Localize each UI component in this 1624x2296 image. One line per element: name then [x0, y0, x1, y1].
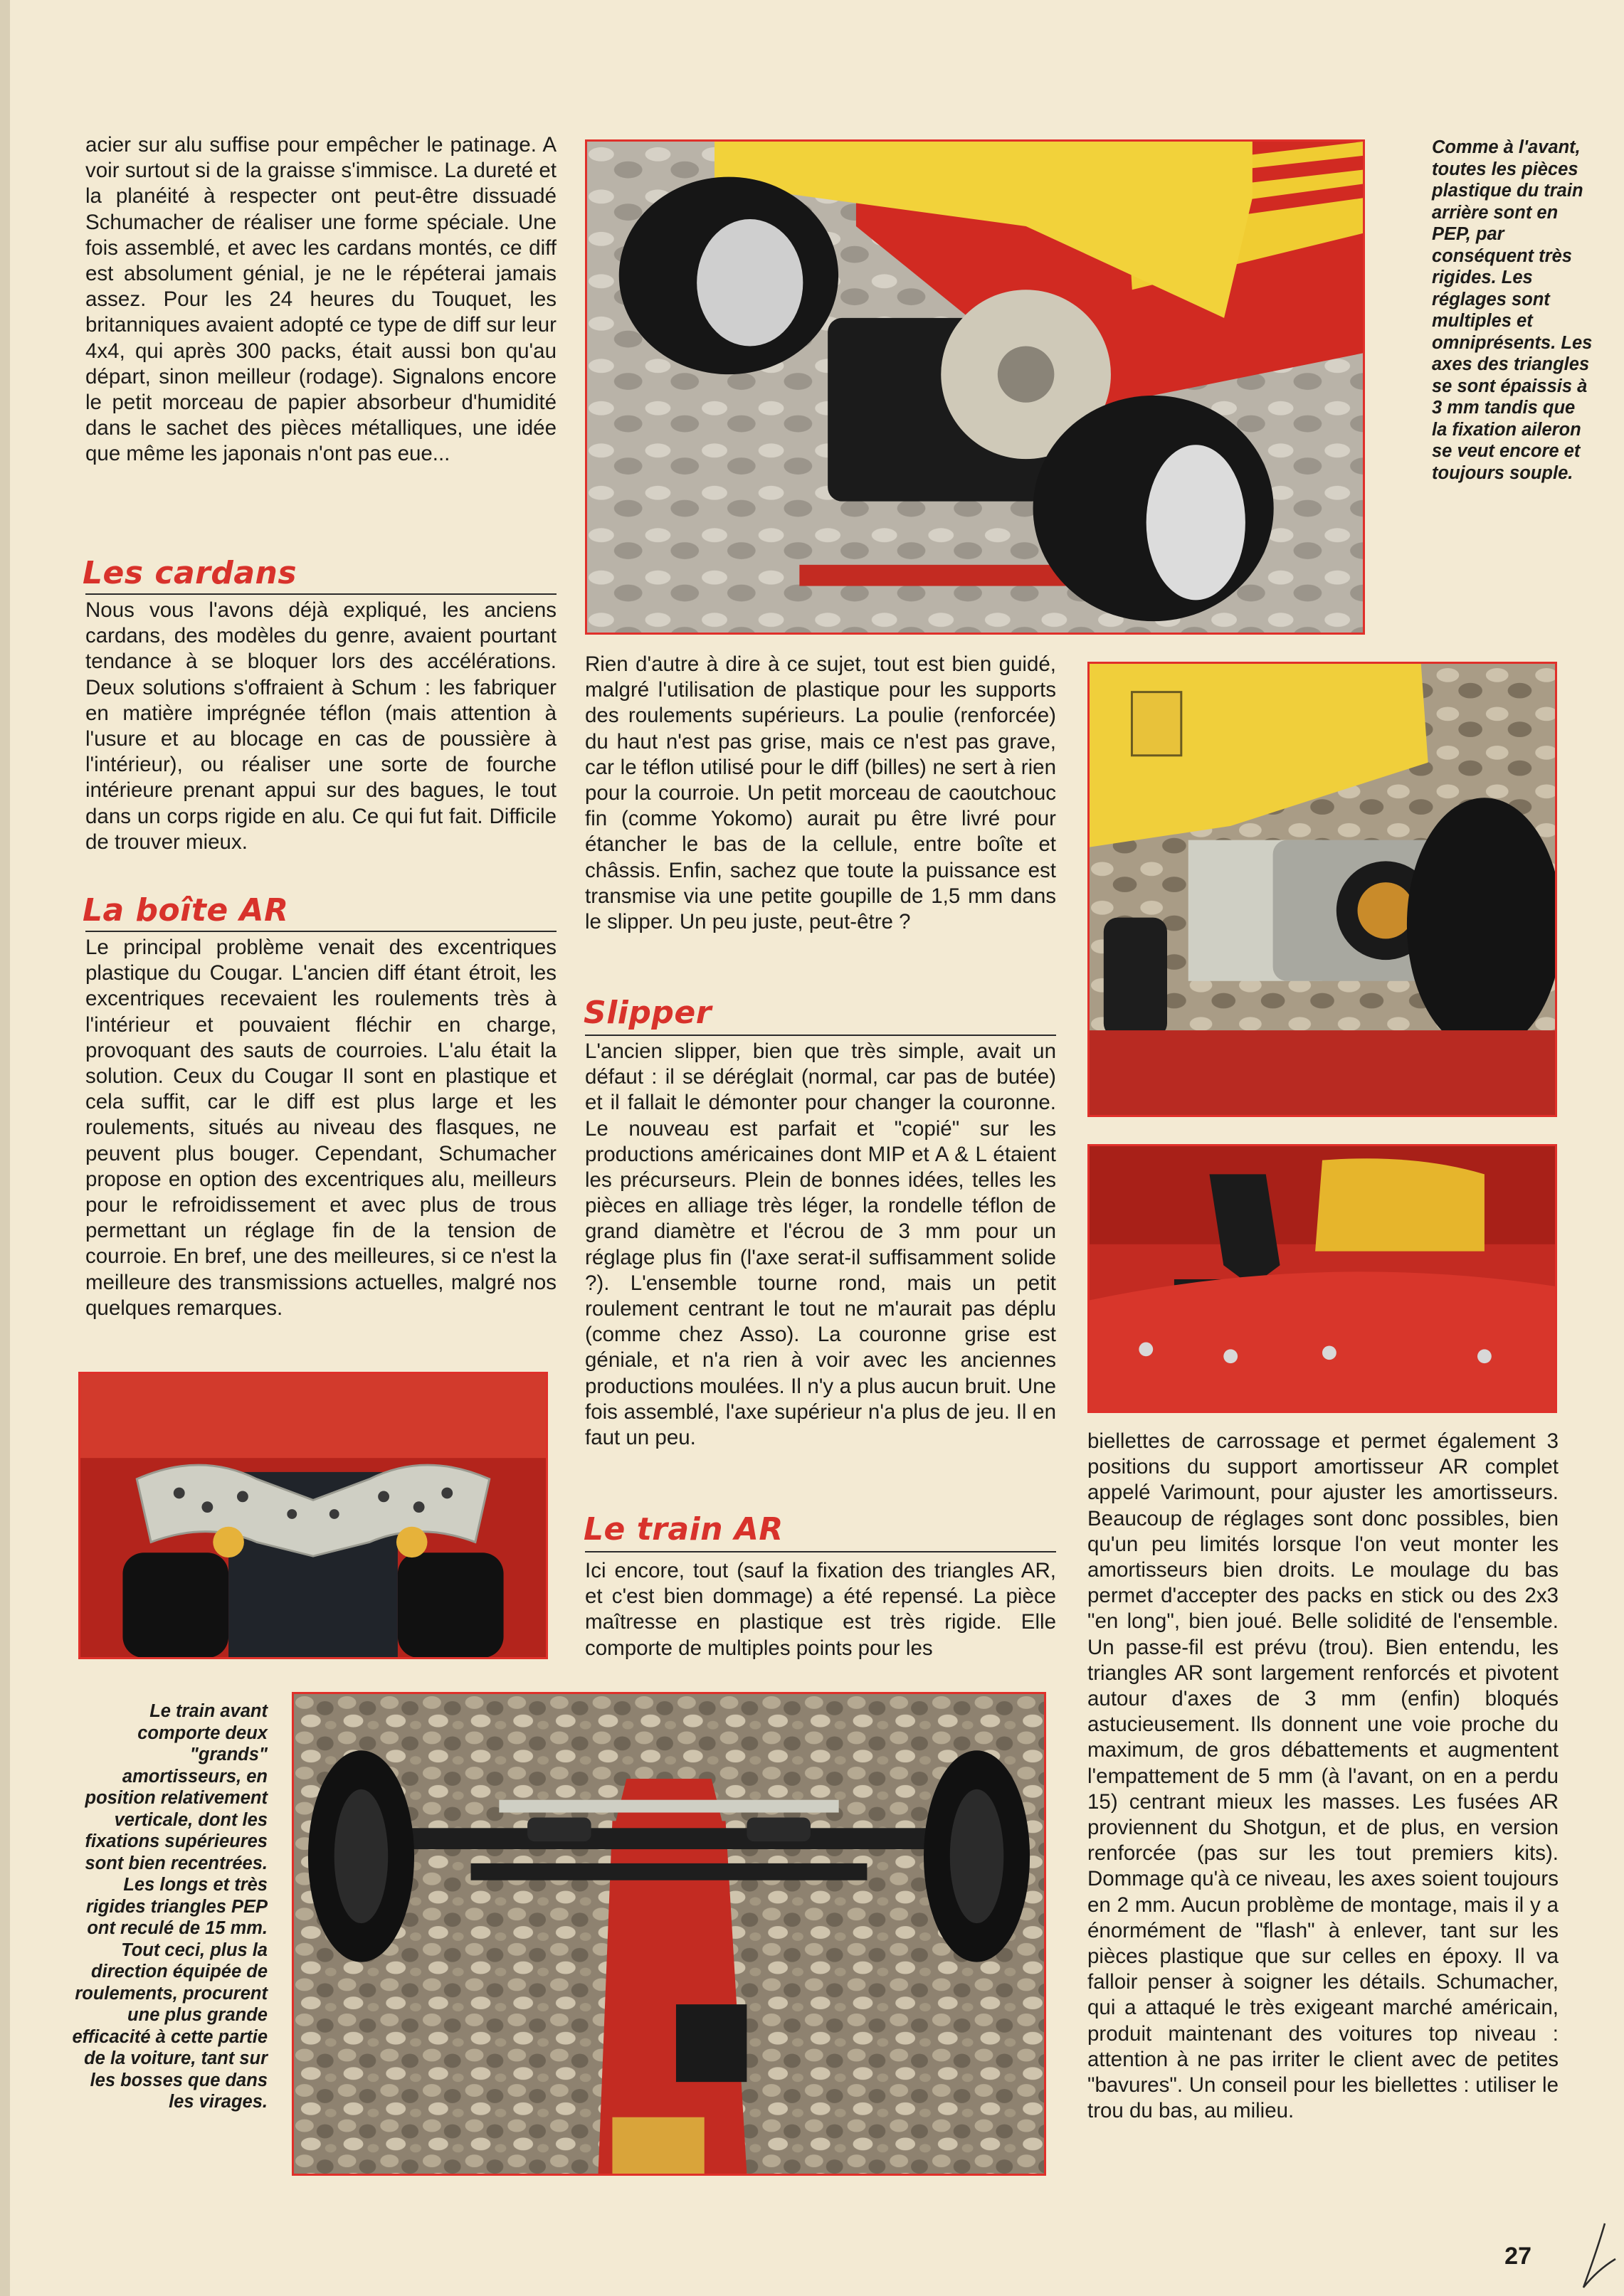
col1-intro-text: acier sur alu suffise pour empêcher le patinage. A voir surtout si de la graisse s'immisce. La dureté et la planéité à respecter ont peut-être dissuadé Schumacher de réaliser une forme spéciale. Une fois assemblé, et avec les cardans montés, ce diff est absolument génial, je ne le répéterai jamais assez. Pour les 24 heures du Touquet, les britanniques avaient adopté ce type de diff sur leur 4x4, qui après 300 packs, était aussi bon qu'au départ, sinon meilleur (rodage). Signalons encore le petit morceau de papier absorbeur d'humidité dans le sachet des pièces métalliques, une idée que même les japonais n'ont pas eue...: [85, 133, 557, 466]
train-text: Ici encore, tout (sauf la fixation des triangles AR, et c'est bien dommage) a été repensé. La pièce maîtresse en plastique est très rigide. Elle comporte de multiples points pour les: [585, 1559, 1056, 1660]
col1-intro: [85, 132, 557, 467]
photo-front-train: [292, 1692, 1046, 2176]
cardans-text: Nous vous l'avons déjà expliqué, les anciens cardans, des modèles du genre, avaient pourtant tendance à se bloquer lors des accélérations. Deux solutions s'offraient à Schum : les fabriquer en matière imprégnée téflon (mais attention à l'usure et au blocage en cas de poussière à l'intérieur), ou réaliser une sorte de fourche intérieure prenant appui sur des bagues, le tout dans un corps rigide en alu. Ce qui fut fait. Difficile de trouver mieux.: [85, 598, 557, 854]
heading-rule: [85, 931, 557, 932]
heading-le-train-ar: Le train AR: [584, 1511, 784, 1548]
col2-intro: [585, 652, 1056, 935]
pen-mark: [1576, 2220, 1619, 2291]
heading-slipper: Slipper: [584, 995, 712, 1031]
page-binding-edge: [0, 0, 10, 2296]
boite-text: Le principal problème venait des excentriques plastique du Cougar. L'ancien diff étant étroit, les excentriques recevaient les roulements très à l'intérieur et pouvaient fléchir en charge, provoquant des sauts de courroies. L'alu était la solution. Ceux du Cougar II sont en plastique et cela suffit, car le diff est plus large et les roulements, situés au niveau des flasques, ne peuvent plus bouger. Cependant, Schumacher propose en option des excentriques alu, meilleurs pour le refroidissement et avec plus de trous permettant un réglage fin de la tension de courroie. En bref, une des meilleures, si ce n'est la meilleure des transmissions actuelles, malgré nos quelques remarques.: [85, 936, 557, 1320]
heading-rule: [585, 1035, 1056, 1036]
photo-slipper-motor: [1087, 662, 1557, 1117]
col1-cardans: [85, 598, 557, 855]
heading-la-boite-ar: La boîte AR: [83, 892, 289, 929]
photo-rear-train: [585, 139, 1365, 635]
page-number: 27: [1504, 2243, 1531, 2270]
col3-body-text: biellettes de carrossage et permet également 3 positions du support amortisseur AR complet appelé Varimount, pour ajuster les amortisseurs. Beaucoup de réglages sont donc possibles, bien qu'un peu limités lorsque l'on veut monter les amortisseurs bien droits. Le moulage du bas permet d'accepter des packs en stick ou des 2x3 "en long", bien joué. Belle solidité de l'ensemble. Un passe-fil est prévu (trou). Bien entendu, les triangles AR sont largement renforcés et pivotent autour d'axes de 3 mm (enfin) bloqués astucieusement. Ils donnent une voie proche du maximum, de gros débattements et augmentent l'empattement de 5 mm (à l'avant, on en a perdu 15) centrant mieux les masses. Les fusées AR proviennent du Shotgun, et de plus, en version renforcée (pas sur les tout premiers kits). Dommage qu'à ce niveau, les axes soient toujours en 2 mm. Aucun problème de montage, mais il y a énormément de "flash" à enlever, tant sur les pièces plastique que sur celles en époxy. Il va falloir penser à soigner les détails. Schumacher, qui a attaqué le très exigeant marché américain, produit maintenant des voitures top niveau : attention à ne pas irriter le client avec de petites "bavures". Un conseil pour les biellettes : utiliser le trou du bas, au milieu.: [1087, 1429, 1559, 2123]
photo-rear-chassis: [1087, 1144, 1557, 1413]
col3-text: [1087, 1429, 1559, 2124]
heading-rule: [85, 593, 557, 595]
col2-slipper: [585, 1039, 1056, 1451]
photo-front-shock-tower: [78, 1372, 548, 1659]
caption-front-text: Le train avant comporte deux "grands" amortisseurs, en position relativement verticale, dont les fixations supérieures sont bien recentrées. Les longs et très rigides triangles PEP ont reculé de 15 mm. Tout ceci, plus la direction équipée de roulements, procurent une plus grande efficacité à cette partie de la voiture, tant sur les bosses que dans les virages.: [72, 1701, 268, 2112]
col2-train: [585, 1558, 1056, 1661]
col1-boite: [85, 935, 557, 1321]
caption-rear-text: Comme à l'avant, toutes les pièces plastique du train arrière sont en PEP, par conséquent très rigides. Les réglages sont multiples et omniprésents. Les axes des triangles se sont épaissis à 3 mm tandis que la fixation aileron se veut encore et toujours souple.: [1432, 137, 1593, 483]
slipper-text: L'ancien slipper, bien que très simple, avait un défaut : il se déréglait (normal, car pas de butée) et il fallait le démonter pour changer la couronne. Le nouveau est parfait et "copié" sur les productions américaines dont MIP et A & L étaient les précurseurs. Plein de bonnes idées, telles les pièces en alliage très léger, la rondelle téflon de grand diamètre et l'écrou de 3 mm pour un réglage plus fin (l'axe serat-il suffisamment solide ?). L'ensemble tourne rond, mais un petit roulement centrant le tout ne m'aurait pas déplu (comme chez Asso). La couronne grise est géniale, et n'a rien à voir avec les anciennes productions moulées. Il n'y a plus aucun bruit. Une fois assemblé, l'axe supérieur n'a plus de jeu. Il en faut un peu.: [585, 1039, 1056, 1450]
caption-front-train: [71, 1700, 268, 2113]
caption-rear-train: [1432, 137, 1593, 484]
col2-intro-text: Rien d'autre à dire à ce sujet, tout est bien guidé, malgré l'utilisation de plastique pour les supports des roulements supérieurs. La poulie (renforcée) du haut n'est pas grise, mais ce n'est pas grave, car le téflon utilisé pour le diff (billes) ne sert à rien pour la courroie. Un petit morceau de caoutchouc fin (comme Yokomo) aurait pu être livré pour étancher le bas de la cellule, entre boîte et châssis. Enfin, sachez que toute la puissance est transmise via une petite goupille de 1,5 mm dans le slipper. Un peu juste, peut-être ?: [585, 652, 1056, 934]
heading-rule: [585, 1551, 1056, 1552]
heading-les-cardans: Les cardans: [83, 555, 297, 591]
